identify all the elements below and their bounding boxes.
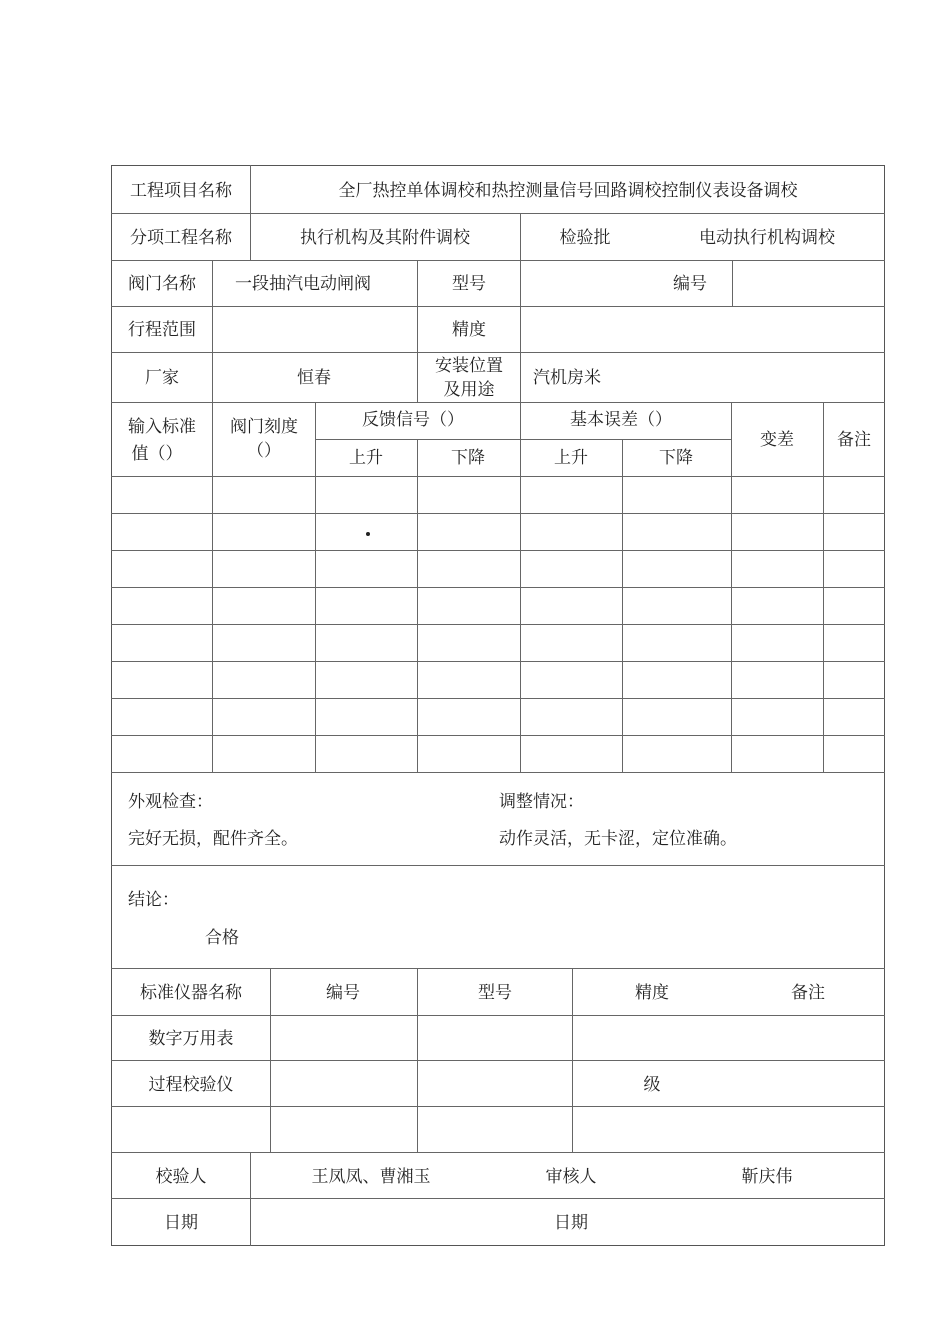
- row-divider: [111, 550, 885, 551]
- feedback-up-header: 上升: [349, 448, 383, 468]
- date-label-secondary: 日期: [554, 1213, 588, 1233]
- instrument-row-name: 过程校验仪: [148, 1075, 234, 1095]
- row-divider: [111, 865, 885, 866]
- row-divider: [111, 476, 885, 477]
- row-divider: [111, 735, 885, 736]
- stray-dot-mark: [366, 532, 370, 536]
- row-divider: [111, 587, 885, 588]
- row-divider: [111, 1060, 885, 1061]
- row-divider: [111, 968, 885, 969]
- batch-label: 检验批: [559, 228, 611, 248]
- row-divider: [111, 352, 885, 353]
- column-divider: [417, 968, 418, 1152]
- instrument-row-name: 数字万用表: [148, 1029, 234, 1049]
- input-standard-header: 输入标准: [128, 417, 196, 437]
- manufacturer-value: 恒春: [297, 368, 331, 388]
- column-divider: [622, 439, 623, 772]
- date-label: 日期: [164, 1213, 198, 1233]
- row-divider: [111, 260, 885, 261]
- install-location-value: 汽机房米: [533, 368, 601, 388]
- row-divider: [111, 1106, 885, 1107]
- column-divider: [250, 1152, 251, 1246]
- adjustment-label: 调整情况：: [499, 792, 584, 812]
- appearance-value: 完好无损，配件齐全。: [128, 829, 298, 849]
- column-divider: [417, 260, 418, 402]
- column-divider: [823, 402, 824, 772]
- feedback-down-header: 下降: [451, 448, 485, 468]
- conclusion-value: 合格: [205, 928, 239, 948]
- basic-error-header: 基本误差（）: [570, 410, 672, 430]
- valve-scale-header: 阀门刻度: [230, 417, 298, 437]
- column-divider: [212, 260, 213, 772]
- row-divider: [111, 661, 885, 662]
- manufacturer-label: 厂家: [145, 368, 179, 388]
- install-location-label: 安装位置: [435, 356, 503, 376]
- project-label: 工程项目名称: [130, 181, 232, 201]
- reviewer-value: 靳庆伟: [741, 1167, 793, 1187]
- instrument-model-header: 型号: [478, 983, 512, 1003]
- column-divider: [417, 439, 418, 772]
- column-divider: [731, 402, 732, 772]
- instrument-name-header: 标准仪器名称: [140, 983, 242, 1003]
- adjustment-value: 动作灵活，无卡涩，定位准确。: [499, 829, 737, 849]
- model-label: 型号: [452, 274, 486, 294]
- valve-name-value: 一段抽汽电动闸阀: [235, 274, 371, 294]
- feedback-signal-header: 反馈信号（）: [362, 410, 464, 430]
- subproject-label: 分项工程名称: [130, 228, 232, 248]
- stroke-range-label: 行程范围: [128, 320, 196, 340]
- row-divider: [111, 402, 885, 403]
- column-divider: [315, 402, 316, 772]
- error-down-header: 下降: [659, 448, 693, 468]
- valve-scale-header-unit: （）: [247, 441, 281, 461]
- column-divider: [732, 260, 733, 306]
- row-divider: [111, 513, 885, 514]
- checker-label: 校验人: [155, 1167, 207, 1187]
- row-divider: [111, 306, 885, 307]
- conclusion-label: 结论：: [128, 890, 179, 910]
- batch-value: 电动执行机构调校: [699, 228, 835, 248]
- input-standard-header-unit: 值（）: [131, 444, 183, 464]
- number-label: 编号: [673, 274, 707, 294]
- row-divider: [111, 1152, 885, 1153]
- checker-value: 王凤凤、曹湘玉: [311, 1167, 431, 1187]
- precision-label: 精度: [452, 320, 486, 340]
- row-divider: [111, 772, 885, 773]
- remark-header: 备注: [837, 430, 871, 450]
- column-divider: [520, 260, 521, 402]
- row-divider: [111, 213, 885, 214]
- project-value: 全厂热控单体调校和热控测量信号回路调校控制仪表设备调校: [338, 181, 798, 201]
- instrument-precision-header: 精度: [635, 983, 669, 1003]
- column-divider: [270, 968, 271, 1152]
- column-divider: [520, 213, 521, 260]
- instrument-number-header: 编号: [326, 983, 360, 1003]
- header-subdivider: [315, 439, 731, 440]
- instrument-remark-header: 备注: [791, 983, 825, 1003]
- column-divider: [572, 968, 573, 1152]
- column-divider: [520, 402, 521, 772]
- row-divider: [111, 1015, 885, 1016]
- subproject-value: 执行机构及其附件调校: [300, 228, 470, 248]
- row-divider: [111, 1198, 885, 1199]
- row-divider: [111, 698, 885, 699]
- instrument-row-precision: 级: [643, 1075, 661, 1095]
- install-purpose-label: 及用途: [443, 380, 495, 400]
- error-up-header: 上升: [554, 448, 588, 468]
- column-divider: [250, 165, 251, 260]
- row-divider: [111, 624, 885, 625]
- reviewer-label: 审核人: [545, 1167, 597, 1187]
- variance-header: 变差: [760, 430, 794, 450]
- valve-name-label: 阀门名称: [128, 274, 196, 294]
- appearance-label: 外观检查：: [128, 792, 213, 812]
